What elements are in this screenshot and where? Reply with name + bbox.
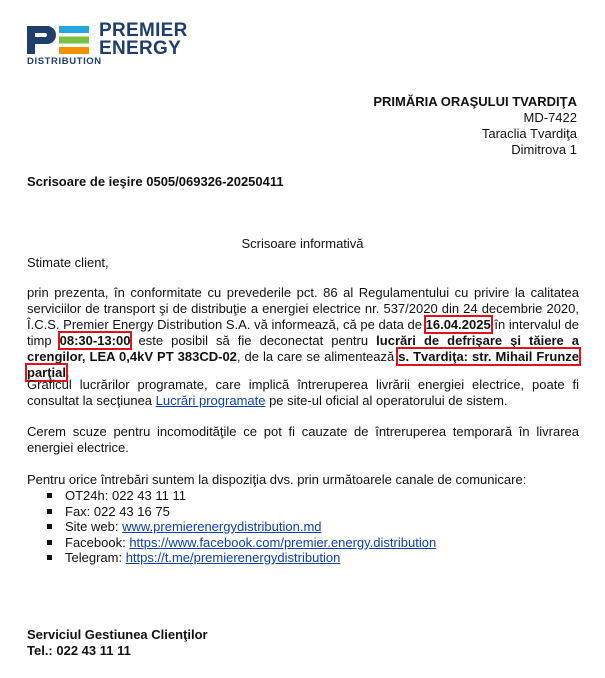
p2-text-1: Graficul lucrărilor programate, care implică întreruperea livrării energiei electrice, poate fi consultat la secţiunea: [27, 377, 579, 408]
letter-subject: Scrisoare informativă: [241, 236, 364, 251]
premier-energy-mark-icon: [25, 24, 95, 56]
p1-text-5: .: [66, 365, 70, 380]
apology-paragraph: Cerem scuze pentru incomodităţile ce pot fi cauzate de întreruperea temporară în livrarea energiei electrice.: [27, 424, 579, 455]
recipient-street: Dimitrova 1: [511, 142, 577, 157]
p1-text-2: în intervalul de timp: [27, 317, 579, 348]
contact-list: [47, 488, 436, 566]
p2-text-2: pe site-ul oficial al operatorului de sistem.: [265, 393, 508, 408]
recipient-address: [373, 94, 577, 158]
contact-label: OT24h: 022 43 11 11: [65, 488, 186, 503]
schedule-paragraph: [27, 377, 579, 409]
facebook-link[interactable]: https://www.facebook.com/premier.energy.distribution: [129, 534, 437, 550]
contact-label: Telegram:: [65, 550, 126, 565]
department-phone: Tel.: 022 43 11 11: [27, 643, 131, 658]
contact-website: [47, 519, 436, 535]
outgoing-letter-number: Scrisoare de ieşire 0505/069326-20250411: [27, 174, 284, 189]
department-name: Serviciul Gestiunea Clienţilor: [27, 627, 208, 642]
signature-block: [27, 627, 208, 659]
outage-place: s. Tvardiţa: str. Mihail Frunze parţial: [27, 349, 579, 380]
contact-label: Site web:: [65, 519, 123, 534]
p1-text-1: prin prezenta, în conformitate cu prevederile pct. 86 al Regulamentului cu privire la calitatea serviciilor de transport şi de distribuţie a energiei electrice nr. 537/2020 din 24 decembrie 2020, Î.C.S. Premier Energy Distribution S.A. vă informează, că pe data de: [27, 285, 579, 332]
brand-line1: PREMIER: [99, 20, 188, 41]
company-logo: [25, 22, 215, 68]
outage-paragraph: [27, 285, 579, 381]
outage-time: 08:30-13:00: [59, 333, 131, 348]
contact-facebook: [47, 535, 436, 551]
recipient-city: Taraclia Tvardiţa: [481, 126, 577, 141]
contact-telegram: [47, 550, 436, 566]
telegram-link[interactable]: https://t.me/premierenergydistribution: [125, 550, 341, 565]
contact-phone: [47, 488, 436, 504]
brand-subtitle: DISTRIBUTION: [27, 56, 102, 67]
contact-label: Fax: 022 43 16 75: [65, 503, 170, 519]
brand-line2: ENERGY: [99, 38, 182, 59]
website-link[interactable]: www.premierenergydistribution.md: [122, 519, 322, 534]
recipient-org: PRIMĂRIA ORAŞULUI TVARDIŢA: [373, 94, 577, 109]
recipient-postal: MD-7422: [523, 110, 577, 125]
brand-name: [99, 22, 188, 58]
greeting: Stimate client,: [27, 255, 109, 270]
p1-text-4: , de la care se alimentează: [236, 349, 399, 364]
planned-works-link[interactable]: Lucrări programate: [155, 393, 266, 408]
outage-date: 16.04.2025: [425, 317, 491, 332]
p1-text-3: este posibil să fie deconectat pentru: [130, 333, 377, 348]
contact-intro: Pentru orice întrebări suntem la dispoziţia dvs. prin următoarele canale de comunicare:: [27, 472, 527, 487]
contact-label: Facebook:: [65, 534, 130, 550]
contact-fax: [47, 504, 436, 520]
outage-work: lucrări de defrişare şi tăiere a crengilor, LEA 0,4kV PT 383CD-02: [27, 333, 580, 364]
